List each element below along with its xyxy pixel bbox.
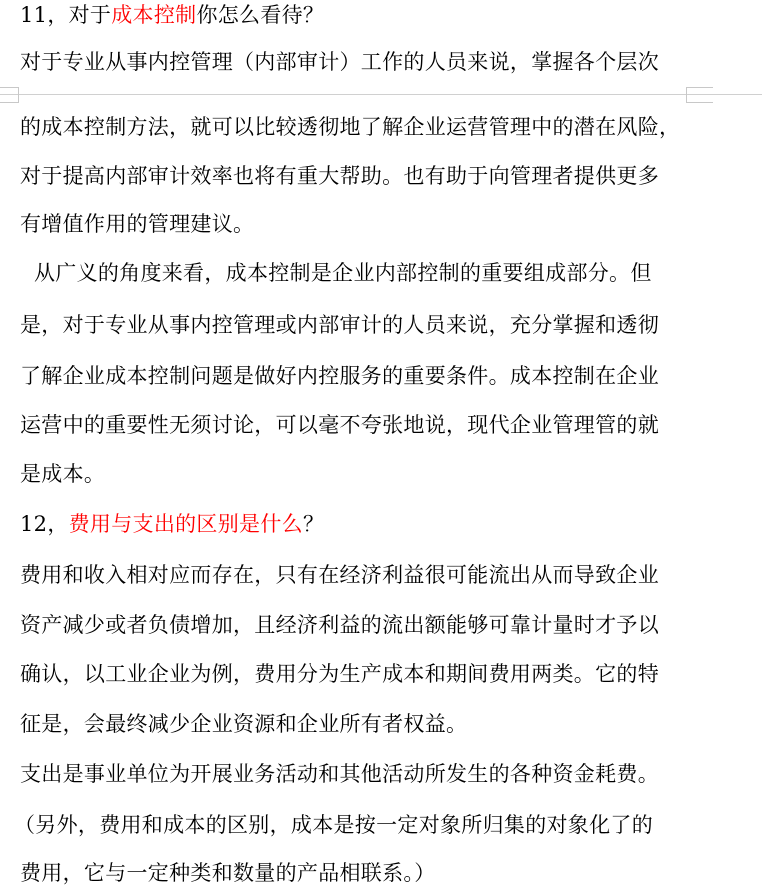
paragraph-line: 了解企业成本控制问题是做好内控服务的重要条件。成本控制在企业 xyxy=(20,364,659,388)
question-11-heading xyxy=(20,2,324,28)
paragraph-line: 是成本。 xyxy=(20,462,106,486)
paragraph-line: 是，对于专业从事内控管理或内部审计的人员来说，充分掌握和透彻 xyxy=(20,313,659,337)
paragraph-line: 费用和收入相对应而存在，只有在经济利益很可能流出从而导致企业 xyxy=(20,563,659,587)
paragraph-line: 从广义的角度来看，成本控制是企业内部控制的重要组成部分。但 xyxy=(20,261,652,285)
highlighted-term: 成本控制 xyxy=(111,3,197,27)
question-number: 12， xyxy=(20,512,69,536)
paragraph-line: （另外，费用和成本的区别，成本是按一定对象所归集的对象化了的 xyxy=(14,813,653,837)
paragraph-line: 的成本控制方法，就可以比较透彻地了解企业运营管理中的潜在风险， xyxy=(20,115,681,139)
highlighted-term: 费用与支出的区别是什么 xyxy=(68,512,303,536)
question-rest: ？ xyxy=(302,512,325,536)
paragraph-line: 征是，会最终减少企业资源和企业所有者权益。 xyxy=(20,712,468,736)
paragraph-line: 资产减少或者负债增加，且经济利益的流出额能够可靠计量时才予以 xyxy=(20,613,659,637)
paragraph-line: 对于提高内部审计效率也将有重大帮助。也有助于向管理者提供更多 xyxy=(20,164,659,188)
page-corner-mark-right xyxy=(686,87,713,103)
question-number: 11，对于 xyxy=(20,3,112,27)
paragraph-line: 确认，以工业企业为例，费用分为生产成本和期间费用两类。它的特 xyxy=(20,662,659,686)
page-break-divider xyxy=(0,94,762,95)
question-rest: 你怎么看待？ xyxy=(196,3,325,27)
paragraph-line: 运营中的重要性无须讨论，可以毫不夸张地说，现代企业管理管的就 xyxy=(20,413,659,437)
page-corner-mark-left xyxy=(0,87,19,103)
question-12-heading xyxy=(20,511,324,537)
paragraph-line: 有增值作用的管理建议。 xyxy=(20,212,255,236)
paragraph-line: 支出是事业单位为开展业务活动和其他活动所发生的各种资金耗费。 xyxy=(20,762,659,786)
paragraph-line: 费用，它与一定种类和数量的产品相联系。） xyxy=(20,861,436,885)
paragraph-line: 对于专业从事内控管理（内部审计）工作的人员来说，掌握各个层次 xyxy=(20,50,659,74)
